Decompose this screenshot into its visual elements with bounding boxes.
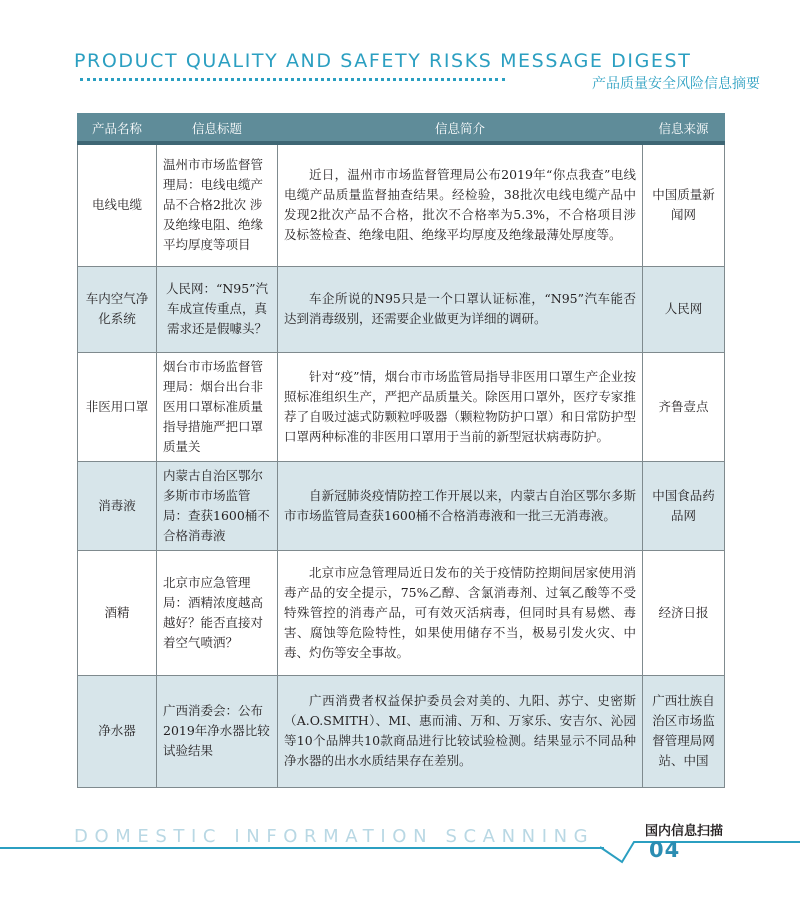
column-header-title: 信息标题: [157, 114, 278, 144]
cell-source: 中国食品药品网: [643, 461, 725, 550]
cell-source: 人民网: [643, 266, 725, 352]
cell-title: 北京市应急管理局：酒精浓度越高越好？能否直接对着空气喷洒？: [157, 550, 278, 675]
footer-rule: [0, 847, 604, 849]
cell-source: 齐鲁壹点: [643, 352, 725, 461]
cell-summary: 车企所说的N95只是一个口罩认证标准，“N95”汽车能否达到消毒级别，还需要企业做更为详细的调研。: [278, 266, 643, 352]
cell-title: 烟台市市场监督管理局：烟台出台非医用口罩标准质量指导措施严把口罩质量关: [157, 352, 278, 461]
table-header-row: [78, 114, 725, 144]
table-row: [78, 675, 725, 787]
table-row: [78, 266, 725, 352]
cell-product: 净水器: [78, 675, 157, 787]
digest-table: [77, 113, 725, 788]
column-header-product: 产品名称: [78, 114, 157, 144]
footer-title-en: DOMESTIC INFORMATION SCANNING: [74, 826, 595, 847]
cell-product: 电线电缆: [78, 143, 157, 266]
column-header-source: 信息来源: [643, 114, 725, 144]
header-title-en: PRODUCT QUALITY AND SAFETY RISKS MESSAGE DIGEST: [74, 50, 692, 72]
cell-source: 经济日报: [643, 550, 725, 675]
cell-summary: 针对“疫”情，烟台市市场监管局指导非医用口罩生产企业按照标准组织生产，严把产品质量关。除医用口罩外，医疗专家推荐了自吸过滤式防颗粒呼吸器（颗粒物防护口罩）和日常防护型口罩两种标准的非医用口罩用于当前的新型冠状病毒防护。: [278, 352, 643, 461]
cell-product: 消毒液: [78, 461, 157, 550]
footer-tab-shape: [600, 832, 800, 872]
cell-summary: 自新冠肺炎疫情防控工作开展以来，内蒙古自治区鄂尔多斯市市场监管局查获1600桶不合格消毒液和一批三无消毒液。: [278, 461, 643, 550]
cell-title: 人民网：“N95”汽车成宣传重点，真需求还是假噱头？: [157, 266, 278, 352]
cell-product: 车内空气净化系统: [78, 266, 157, 352]
footer-title-cn: 国内信息扫描: [645, 824, 724, 839]
cell-product: 酒精: [78, 550, 157, 675]
cell-summary: 北京市应急管理局近日发布的关于疫情防控期间居家使用消毒产品的安全提示，75%乙醇、含氯消毒剂、过氧乙酸等不受特殊管控的消毒产品，可有效灭活病毒，但同时具有易燃、毒害、腐蚀等危险特性，如果使用储存不当，极易引发火灾、中毒、灼伤等安全事故。: [278, 550, 643, 675]
table-row: [78, 550, 725, 675]
cell-title: 广西消委会：公布2019年净水器比较试验结果: [157, 675, 278, 787]
cell-source: 中国质量新闻网: [643, 143, 725, 266]
column-header-summary: 信息简介: [278, 114, 643, 144]
cell-title: 温州市市场监督管理局：电线电缆产品不合格2批次 涉及绝缘电阻、绝缘平均厚度等项目: [157, 143, 278, 266]
table-row: [78, 143, 725, 266]
header-title-cn: 产品质量安全风险信息摘要: [592, 76, 760, 92]
cell-product: 非医用口罩: [78, 352, 157, 461]
cell-title: 内蒙古自治区鄂尔多斯市市场监管局：查获1600桶不合格消毒液: [157, 461, 278, 550]
table-row: [78, 461, 725, 550]
page-number: 04: [649, 838, 681, 862]
cell-summary: 广西消费者权益保护委员会对美的、九阳、苏宁、史密斯（A.O.SMITH）、MI、惠而浦、万和、万家乐、安吉尔、沁园等10个品牌共10款商品进行比较试验检测。结果显示不同品种净水器的出水水质结果存在差别。: [278, 675, 643, 787]
table-row: [78, 352, 725, 461]
cell-source: 广西壮族自治区市场监督管理局网站、中国: [643, 675, 725, 787]
cell-summary: 近日，温州市市场监督管理局公布2019年“你点我查”电线电缆产品质量监督抽查结果。经检验，38批次电线电缆产品中发现2批次产品不合格，批次不合格率为5.3%，不合格项目涉及标签检查、绝缘电阻、绝缘平均厚度及绝缘最薄处厚度等。: [278, 143, 643, 266]
header-dotted-rule: [80, 78, 505, 81]
